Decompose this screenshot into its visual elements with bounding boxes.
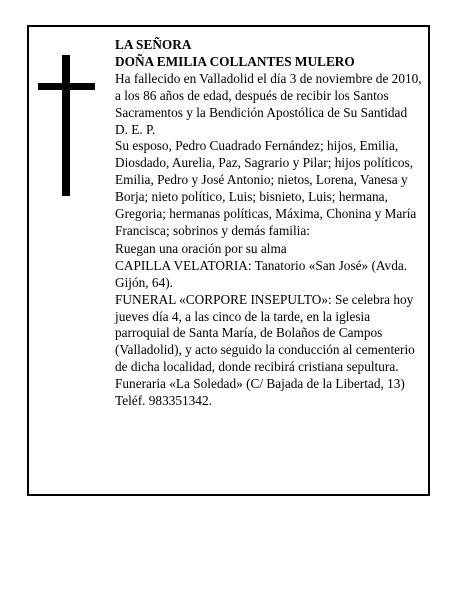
rip-text: D. E. P. <box>115 121 156 137</box>
heading-line-2: DOÑA EMILIA COLLANTES MULERO <box>115 53 355 69</box>
chapel-info: CAPILLA VELATORIA: Tanatorio «San José» (Avda. Gijón, 64). <box>115 257 408 290</box>
prayer-request: Ruegan una oración por su alma <box>115 240 287 256</box>
death-announcement: Ha fallecido en Valladolid el día 3 de noviembre de 2010, a los 86 años de edad, después de recibir los Santos Sacramentos y la Bendición Apostólica de Su Santidad <box>115 70 422 120</box>
cross-vertical-bar <box>62 55 70 196</box>
family-list: Su esposo, Pedro Cuadrado Fernández; hijos, Emilia, Diosdado, Aurelia, Paz, Sagrario y Pilar; hijos políticos, Emilia, Pedro y José Antonio; nietos, Lorena, Vanesa y Borja; nieto político, Luis; bisnieto, Luis; hermana, Gregoria; hermanas políticas, Máxima, Chonina y María Francisca; sobrinos y demás familia: <box>115 138 417 238</box>
funeral-info: FUNERAL «CORPORE INSEPULTO»: Se celebra hoy jueves día 4, a las cinco de la tarde, en la iglesia parroquial de Santa María, de Bolaños de Campos (Valladolid), y acto seguido la conducción al cementerio de dicha localidad, donde recibirá cristiana sepultura. <box>115 291 415 375</box>
heading-line-1: LA SEÑORA <box>115 37 192 52</box>
funeral-home-info: Funeraria «La Soledad» (C/ Bajada de la Libertad, 13) Teléf. 983351342. <box>115 376 405 409</box>
obituary-text <box>115 37 424 410</box>
cross-horizontal-bar <box>38 83 95 90</box>
